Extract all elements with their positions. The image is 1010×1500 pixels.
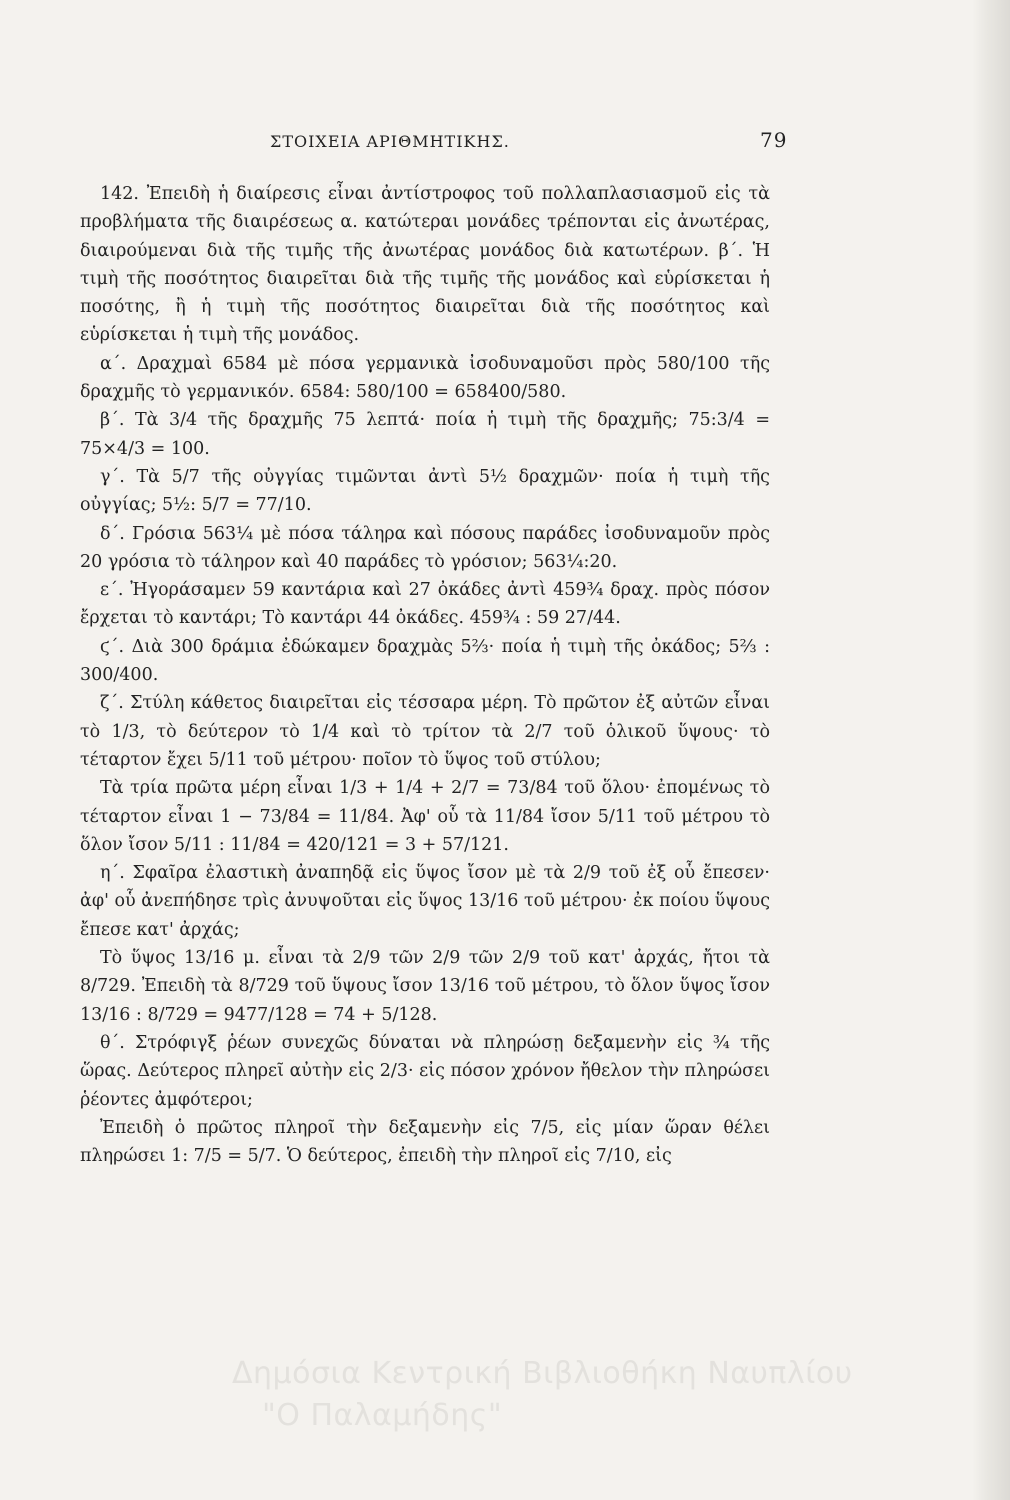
header-title: ΣΤΟΙΧΕΙΑ ΑΡΙΘΜΗΤΙΚΗΣ. — [270, 132, 510, 151]
paragraph-142: 142. Ἐπειδὴ ἡ διαίρεσις εἶναι ἀντίστροφος τοῦ πολλαπλασιασμοῦ εἰς τὰ προβλήματα τῆς διαιρέσεως α. κατώτεραι μονάδες τρέπονται εἰς ἀνωτέρας, διαιρούμεναι διὰ τῆς τιμῆς τῆς ἀνωτέρας μονάδος διὰ κατωτέρων. β΄. Ἡ τιμὴ τῆς ποσότητος διαιρεῖται διὰ τῆς τιμῆς τῆς μονάδος καὶ εὑρίσκεται ἡ ποσότης, ἢ ἡ τιμὴ τῆς ποσότητος διαιρεῖται διὰ τῆς ποσότητος καὶ εὑρίσκεται ἡ τιμὴ τῆς μονάδος. — [80, 184, 770, 346]
exercise-alpha: α΄. Δραχμαὶ 6584 μὲ πόσα γερμανικὰ ἰσοδυναμοῦσι πρὸς 580/100 τῆς δραχμῆς τὸ γερμανικόν. 6584: 580/100 = 658400/580. — [80, 353, 770, 403]
solution-theta: Ἐπειδὴ ὁ πρῶτος πληροῖ τὴν δεξαμενὴν εἰς 7/5, εἰς μίαν ὥραν θέλει πληρώσει 1: 7/5 = 5/7. Ὁ δεύτερος, ἐπειδὴ τὴν πληροῖ εἰς 7/10, εἰς — [80, 1117, 770, 1167]
exercise-beta: β΄. Τὰ 3/4 τῆς δραχμῆς 75 λεπτά· ποία ἡ τιμὴ τῆς δραχμῆς; 75:3/4 = 75×4/3 = 100. — [80, 410, 770, 459]
solution-zeta: Τὰ τρία πρῶτα μέρη εἶναι 1/3 + 1/4 + 2/7 = 73/84 τοῦ ὅλου· ἐπομένως τὸ τέταρτον εἶναι 1 − 73/84 = 11/84. Ἀφ' οὗ τὰ 11/84 ἴσον 5/11 τοῦ μέτρου τὸ ὅλον ἴσον 5/11 : 11/84 = 420/121 = 3 + 57/121. — [80, 778, 770, 855]
exercise-epsilon: ε΄. Ἠγοράσαμεν 59 καντάρια καὶ 27 ὀκάδες ἀντὶ 459¾ δραχ. πρὸς πόσον ἔρχεται τὸ καντάρι; Τὸ καντάρι 44 ὀκάδες. 459¾ : 59 27/44. — [80, 580, 770, 629]
exercise-eta: η΄. Σφαῖρα ἐλαστικὴ ἀναπηδᾷ εἰς ὕψος ἴσον μὲ τὰ 2/9 τοῦ ἐξ οὗ ἔπεσεν· ἀφ' οὗ ἀνεπήδησε τρὶς ἀνυψοῦται εἰς ὕψος 13/16 τοῦ μέτρου· ἐκ ποίου ὕψους ἔπεσε κατ' ἀρχάς; — [80, 863, 770, 940]
exercise-zeta: ζ΄. Στύλη κάθετος διαιρεῖται εἰς τέσσαρα μέρη. Τὸ πρῶτον ἐξ αὐτῶν εἶναι τὸ 1/3, τὸ δεύτερον τὸ 1/4 καὶ τὸ τρίτον τὰ 2/7 τοῦ ὁλικοῦ ὕψους· τὸ τέταρτον ἔχει 5/11 τοῦ μέτρου· ποῖον τὸ ὕψος τοῦ στύλου; — [80, 693, 770, 770]
watermark-line-2: "Ο Παλαμήδης" — [262, 1398, 503, 1433]
exercise-gamma: γ΄. Τὰ 5/7 τῆς οὐγγίας τιμῶνται ἀντὶ 5½ δραχμῶν· ποία ἡ τιμὴ τῆς οὐγγίας; 5½: 5/7 = 77/10. — [80, 466, 770, 516]
exercise-stigma: ϛ΄. Διὰ 300 δράμια ἐδώκαμεν δραχμὰς 5⅔· ποία ἡ τιμὴ τῆς ὀκάδος; 5⅔ : 300/400. — [80, 636, 770, 686]
page-number: 79 — [760, 128, 788, 152]
page-edge-shadow — [972, 0, 1010, 1500]
watermark-line-1: Δημόσια Κεντρική Βιβλιοθήκη Ναυπλίου — [232, 1356, 853, 1391]
page-body — [80, 180, 770, 1170]
exercise-delta: δ΄. Γρόσια 563¼ μὲ πόσα τάληρα καὶ πόσους παράδες ἰσοδυναμοῦν πρὸς 20 γρόσια τὸ τάληρον καὶ 40 παράδες τὸ γρόσιον; 563¼:20. — [80, 523, 770, 572]
exercise-theta: θ΄. Στρόφιγξ ῥέων συνεχῶς δύναται νὰ πληρώσῃ δεξαμενὴν εἰς ¾ τῆς ὥρας. Δεύτερος πληρεῖ αὐτὴν εἰς 2/3· εἰς πόσον χρόνον ἤθελον τὴν πληρώσει ῥέοντες ἀμφότεροι; — [80, 1032, 770, 1110]
library-watermark — [232, 1353, 1010, 1437]
solution-eta: Τὸ ὕψος 13/16 μ. εἶναι τὰ 2/9 τῶν 2/9 τῶν 2/9 τοῦ κατ' ἀρχάς, ἤτοι τὰ 8/729. Ἐπειδὴ τὰ 8/729 τοῦ ὕψους ἴσον 13/16 τοῦ μέτρου, τὸ ὅλον ὕψος ἴσον 13/16 : 8/729 = 9477/128 = 74 + 5/128. — [80, 948, 770, 1025]
